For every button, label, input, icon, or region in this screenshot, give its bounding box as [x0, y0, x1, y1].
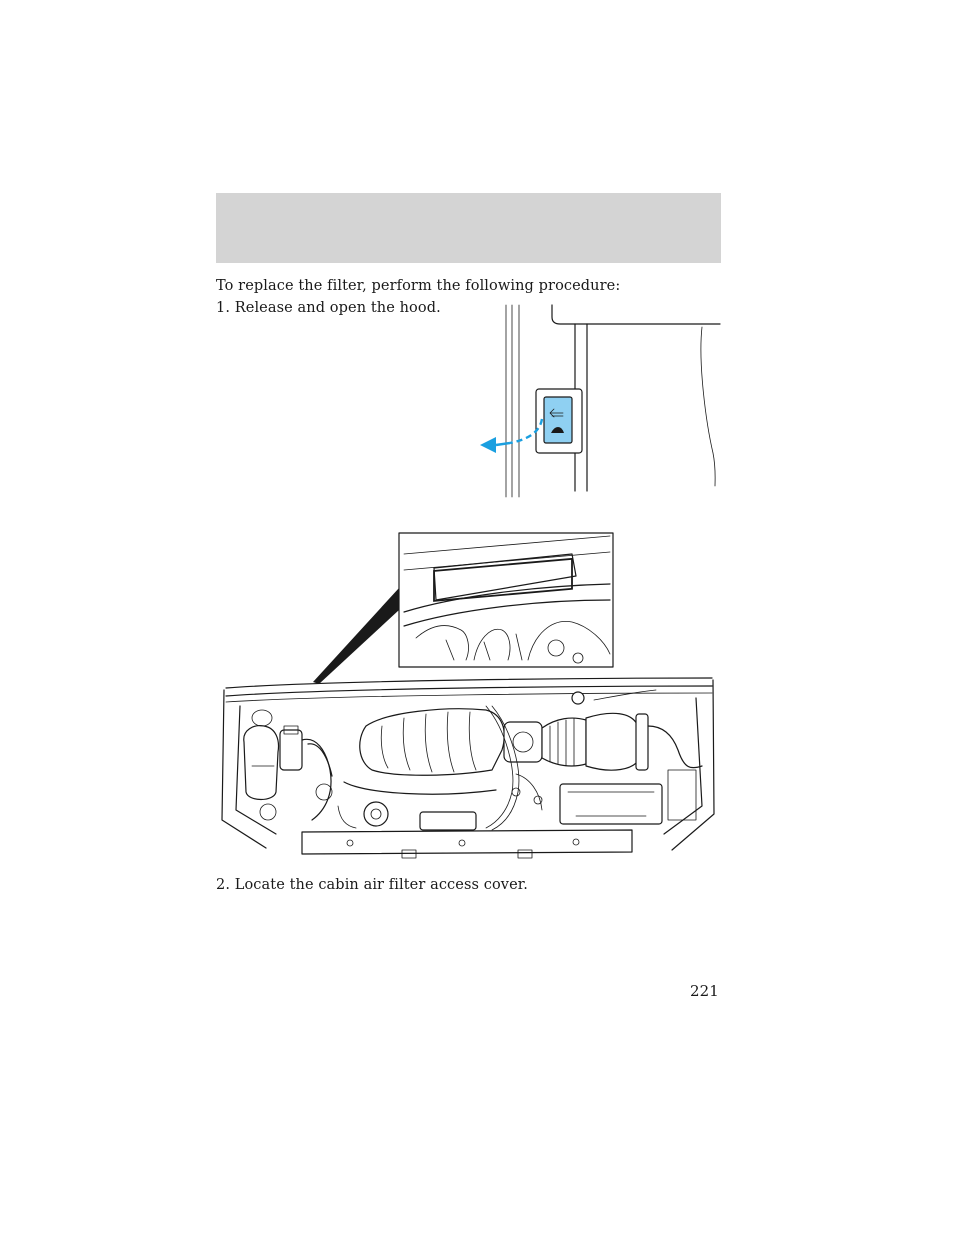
section-header-band	[216, 193, 721, 263]
page-number: 221	[690, 982, 719, 1000]
step-1-text: 1. Release and open the hood.	[216, 300, 441, 316]
step-2-text: 2. Locate the cabin air filter access cover.	[216, 877, 528, 893]
intro-text: To replace the filter, perform the following procedure:	[216, 278, 621, 294]
engine-compartment-illustration	[216, 530, 721, 860]
hood-release-lever-icon	[470, 303, 722, 497]
